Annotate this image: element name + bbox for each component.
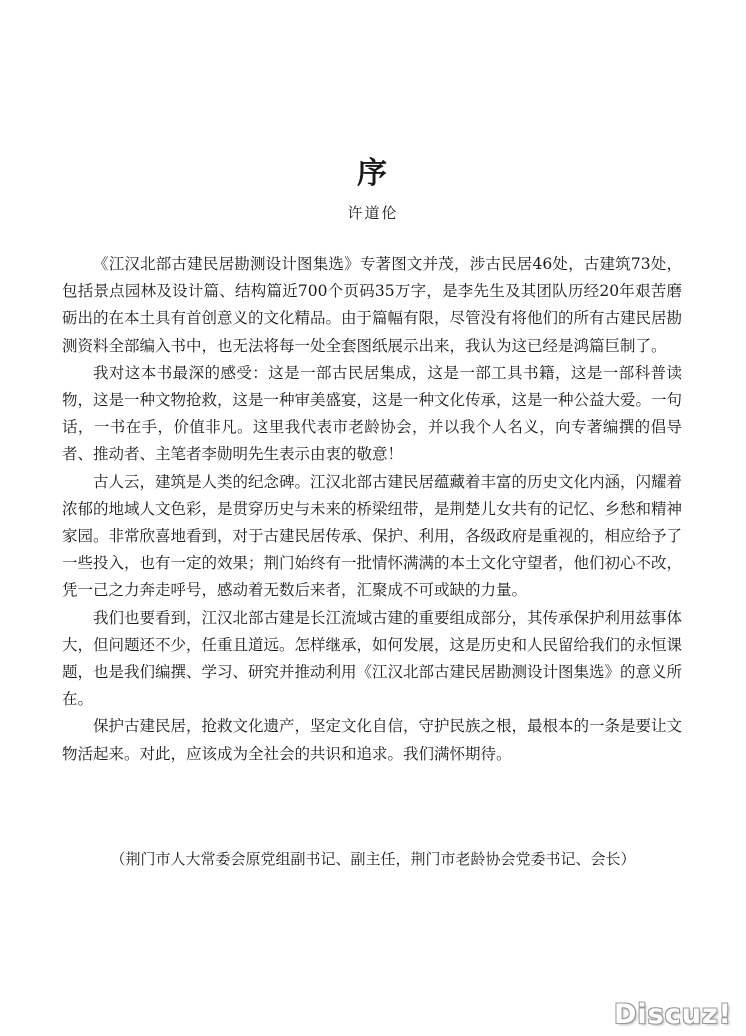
paragraph-2: 我对这本书最深的感受：这是一部古民居集成，这是一部工具书籍，这是一部科普读物，这是一种文物抢救，这是一种审美盛宴，这是一种文化传承，这是一种公益大爱。一句话，一书在手，价值非凡。这里我代表市老龄协会，并以我个人名义，向专著编撰的倡导者、推动者、主笔者李勋明先生表示由衷的敬意！ [62,363,683,464]
preface-body [62,251,682,768]
paragraph-1: 《江汉北部古建民居勘测设计图集选》专著图文并茂，涉古民居46处，古建筑73处，包括景点园林及设计篇、结构篇近700个页码35万字，是李先生及其团队历经20年艰苦磨砺出的在本土具有首创意义的文化精品。由于篇幅有限，尽管没有将他们的所有古建民居勘测资料全部编入书中，也无法将每一处全套图纸展示出来，我认为这已经是鸿篇巨制了。 [62,255,683,355]
paragraph-5: 保护古建民居，抢救文化遗产，坚定文化自信，守护民族之根，最根本的一条是要让文物活起来。对此，应该成为全社会的共识和追求。我们满怀期待。 [62,717,683,763]
page-title: 序 [357,156,389,192]
paragraph-3: 古人云，建筑是人类的纪念碑。江汉北部古建民居蕴藏着丰富的历史文化内涵，闪耀着浓郁的地域人文色彩，是贯穿历史与未来的桥梁纽带，是荆楚儿女共有的记忆、乡愁和精神家园。非常欣喜地看到，对于古建民居传承、保护、利用，各级政府是重视的，相应给予了一些投入，也有一定的效果；荆门始终有一批情怀满满的本土文化守望者，他们初心不改，凭一己之力奔走呼号，感动着无数后来者，汇聚成不可或缺的力量。 [62,472,683,600]
author-affiliation: （荆门市人大常委会原党组副书记、副主任，荆门市老龄协会党委书记、会长） [110,850,636,868]
watermark-logo: Discuz! [614,999,732,1030]
author-name: 许道伦 [347,204,399,222]
paragraph-4: 我们也要看到，江汉北部古建是长江流域古建的重要组成部分，其传承保护利用兹事体大，但问题还不少，任重且道远。怎样继承，如何发展，这是历史和人民留给我们的永恒课题，也是我们编撰、学习、研究并推动利用《江汉北部古建民居勘测设计图集选》的意义所在。 [62,608,683,709]
